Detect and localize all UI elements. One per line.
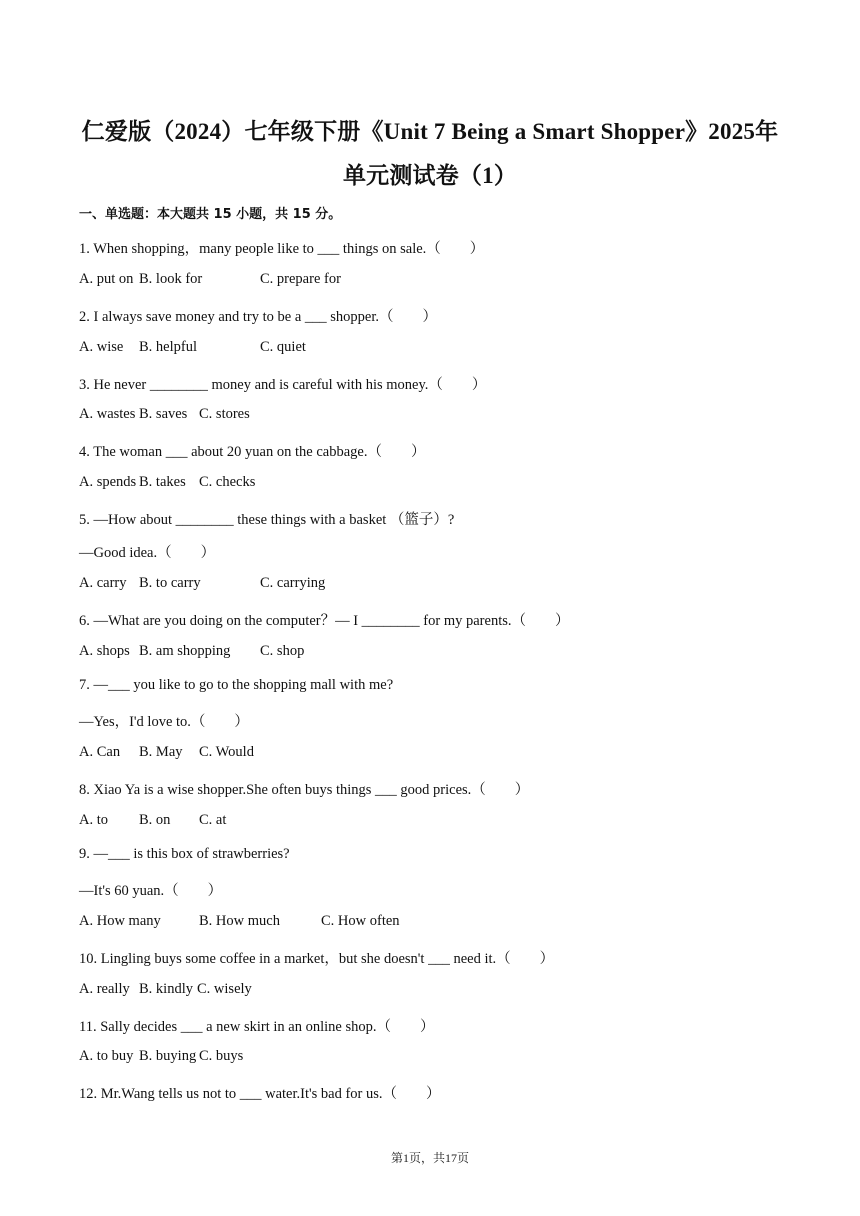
option-a: A. shops [79, 643, 130, 659]
page-number: 第1页，共17页 [390, 1151, 469, 1165]
option-a: A. spends [79, 474, 137, 490]
option-a: A. Can [79, 744, 121, 760]
option-b: B. kindly [139, 981, 193, 997]
option-a: A. to buy [79, 1048, 134, 1064]
option-c: C. Would [199, 744, 254, 760]
option-a: A. carry [79, 575, 127, 591]
section-heading: 一、单选题：本大题共 15 小题，共 15 分。 [79, 207, 342, 222]
option-c: C. quiet [260, 339, 306, 355]
question-1-stem: 1. When shopping，many people like to ___ things on sale.（ ） [79, 241, 485, 257]
question-7-reply: —Yes，I'd love to.（ ） [79, 714, 249, 730]
option-b: B. saves [139, 406, 188, 422]
option-a: A. put on [79, 271, 134, 287]
question-2-stem: 2. I always save money and try to be a ___ shopper.（ ） [79, 309, 437, 325]
question-9-stem: 9. —___ is this box of strawberries? [79, 846, 290, 862]
option-a: A. really [79, 981, 130, 997]
option-c: C. stores [199, 406, 250, 422]
option-a: A. How many [79, 913, 161, 929]
option-b: B. on [139, 812, 171, 828]
option-c: C. checks [199, 474, 256, 490]
option-a: A. wise [79, 339, 124, 355]
page-title: 仁爱版（2024）七年级下册《Unit 7 Being a Smart Shopper》2025年 [81, 119, 779, 144]
option-b: B. May [139, 744, 183, 760]
option-c: C. at [199, 812, 227, 828]
option-b: B. How much [199, 913, 280, 929]
question-8-stem: 8. Xiao Ya is a wise shopper.She often buys things ___ good prices.（ ） [79, 782, 530, 798]
option-a: A. wastes [79, 406, 136, 422]
question-5-reply: —Good idea.（ ） [79, 545, 216, 561]
question-12-stem: 12. Mr.Wang tells us not to ___ water.It's bad for us.（ ） [79, 1086, 441, 1102]
question-10-stem: 10. Lingling buys some coffee in a market，but she doesn't ___ need it.（ ） [79, 951, 555, 967]
question-7-stem: 7. —___ you like to go to the shopping mall with me? [79, 677, 394, 693]
option-a: A. to [79, 812, 108, 828]
question-6-stem: 6. —What are you doing on the computer？— I ________ for my parents.（ ） [79, 613, 570, 629]
option-c: C. How often [321, 913, 400, 929]
option-b: B. to carry [139, 575, 201, 591]
option-b: B. helpful [139, 339, 197, 355]
option-c: C. wisely [197, 981, 252, 997]
question-3-stem: 3. He never ________ money and is careful with his money.（ ） [79, 377, 487, 393]
option-b: B. takes [139, 474, 186, 490]
option-b: B. look for [139, 271, 203, 287]
option-c: C. shop [260, 643, 305, 659]
option-c: C. buys [199, 1048, 244, 1064]
option-b: B. buying [139, 1048, 197, 1064]
question-9-reply: —It's 60 yuan.（ ） [79, 883, 223, 899]
question-11-stem: 11. Sally decides ___ a new skirt in an online shop.（ ） [79, 1019, 435, 1035]
option-b: B. am shopping [139, 643, 231, 659]
page-subtitle: 单元测试卷（1） [342, 163, 518, 188]
question-5-stem: 5. —How about ________ these things with a basket （篮子）? [79, 512, 455, 528]
question-4-stem: 4. The woman ___ about 20 yuan on the cabbage.（ ） [79, 444, 426, 460]
option-c: C. carrying [260, 575, 326, 591]
option-c: C. prepare for [260, 271, 341, 287]
